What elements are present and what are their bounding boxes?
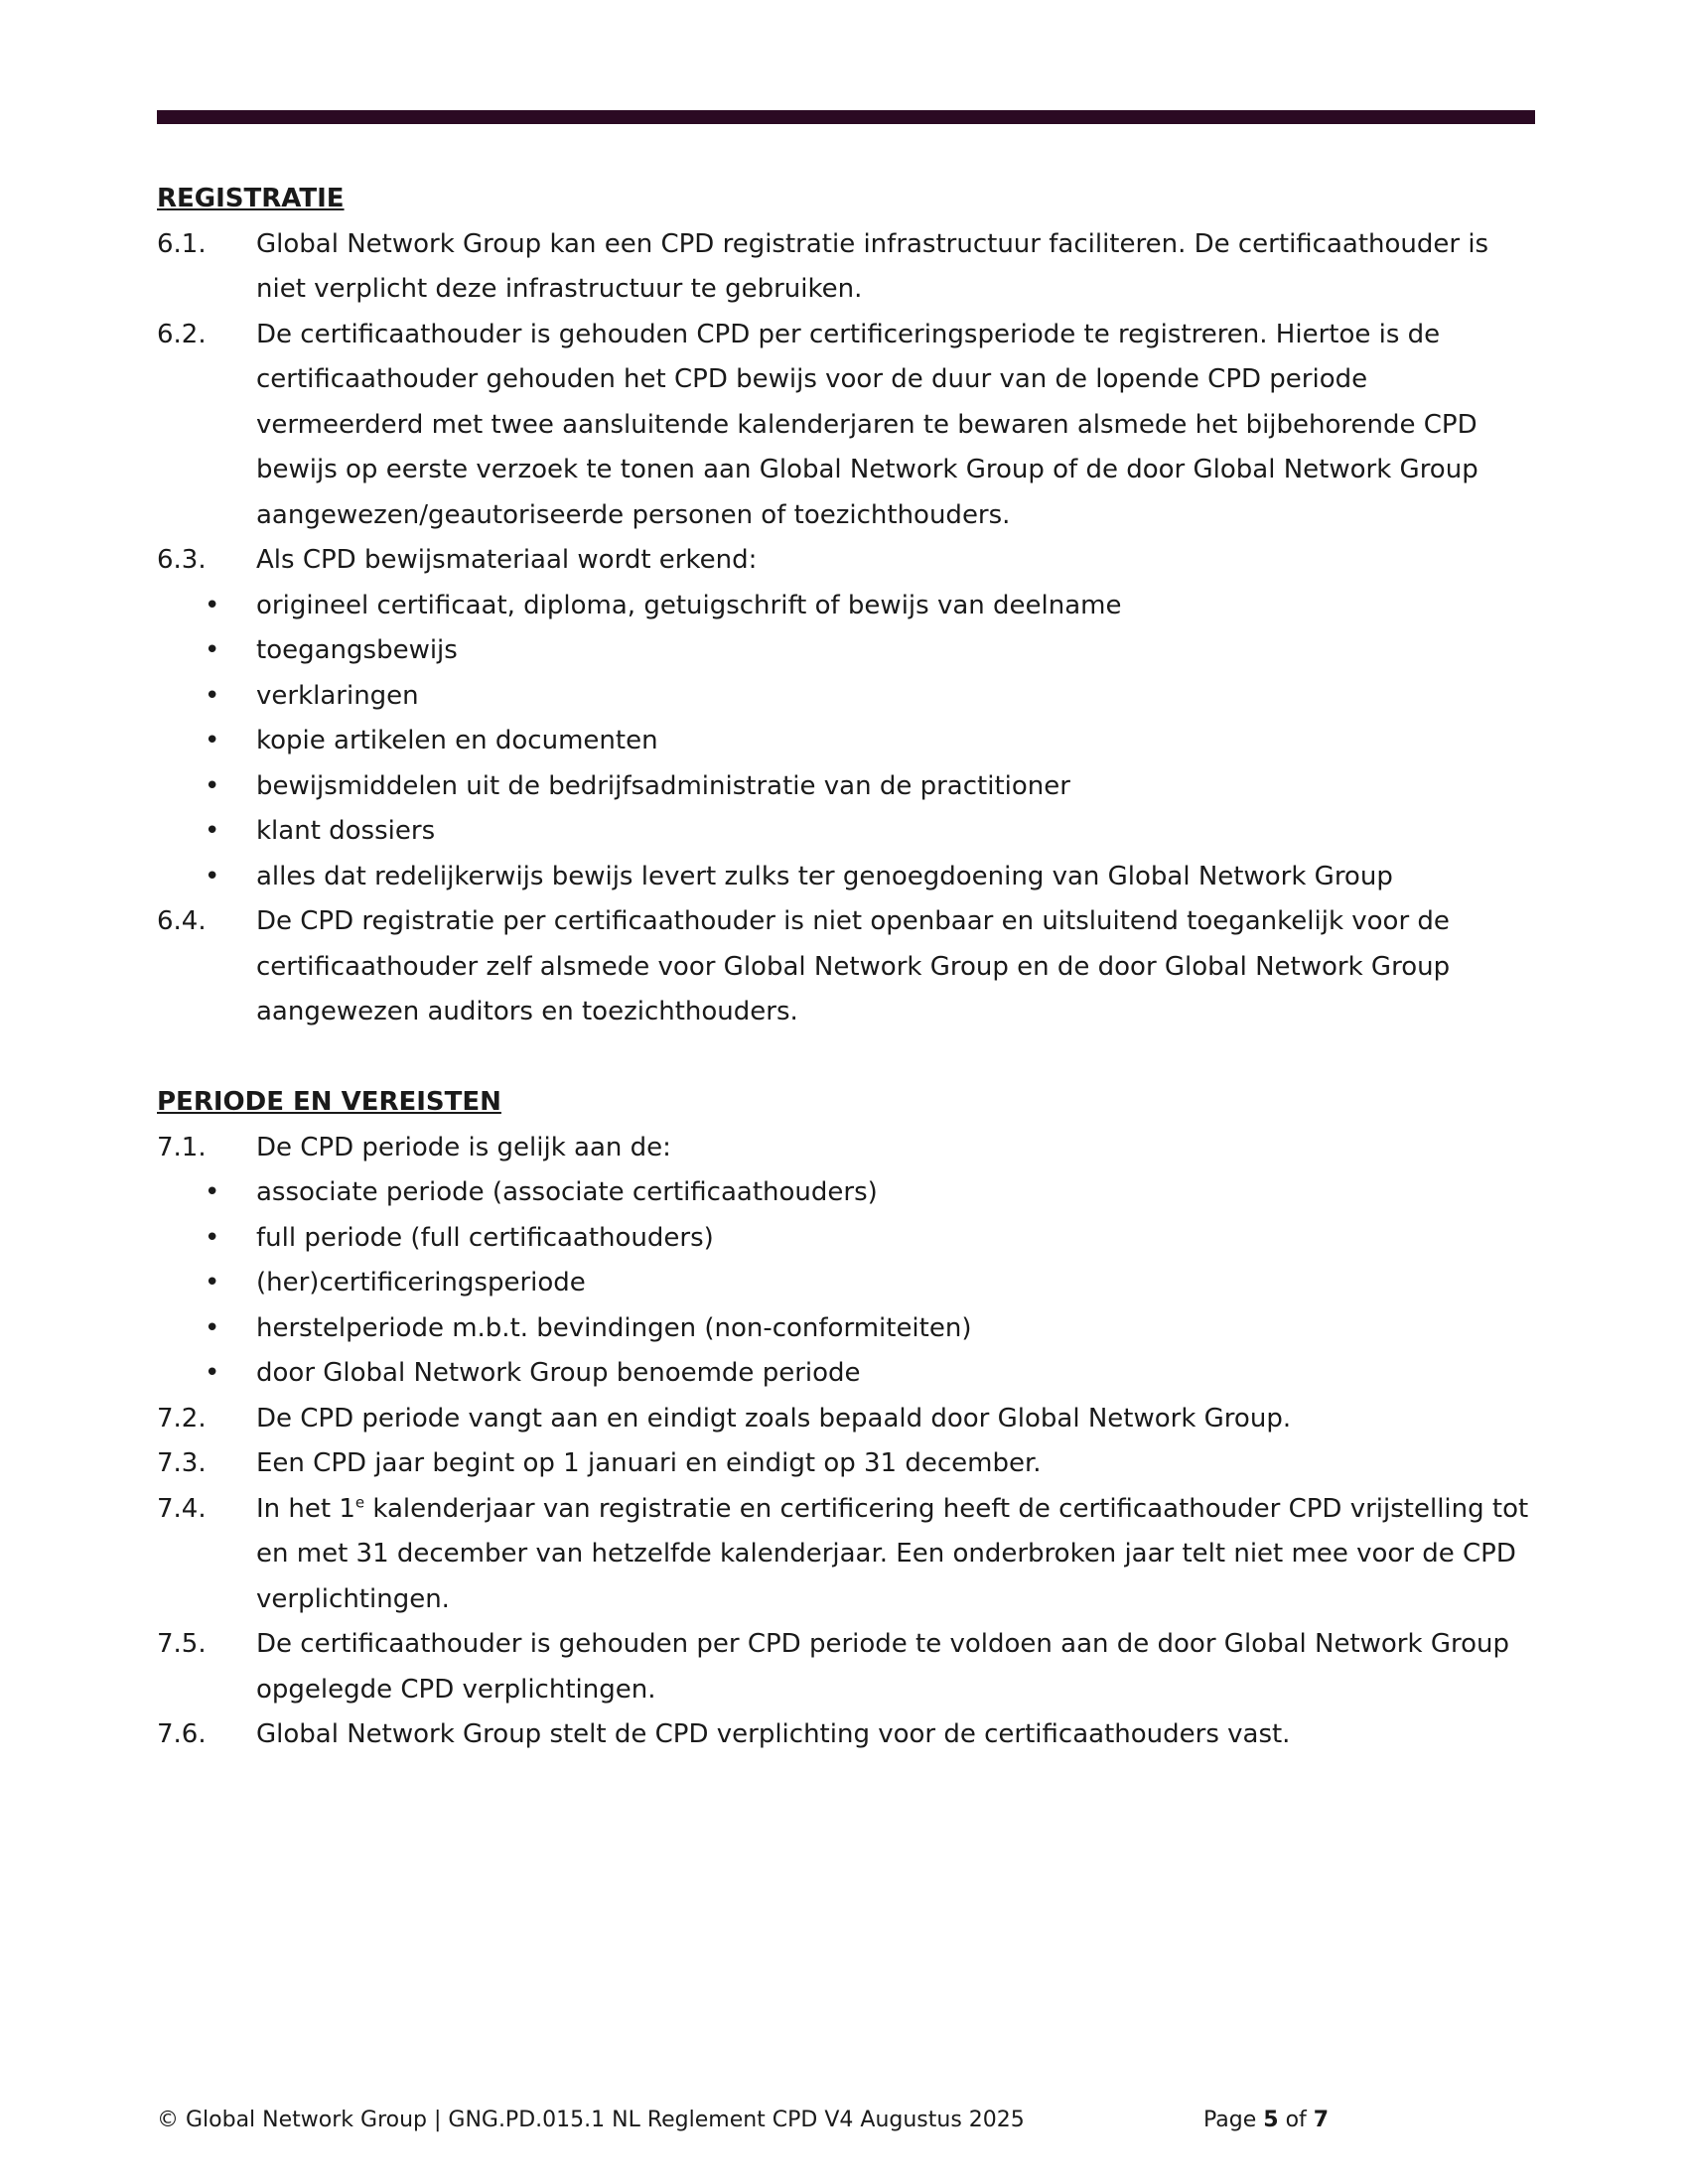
paragraph-number: 6.1. — [157, 228, 207, 259]
bullet-icon: • — [205, 861, 220, 891]
bullet-icon: • — [205, 1222, 220, 1253]
paragraph-7-4 — [157, 1487, 1537, 1623]
list-item-text: toegangsbewijs — [256, 635, 458, 665]
list-item — [157, 1261, 1537, 1306]
list-item-text: origineel certificaat, diploma, getuigschrift of bewijs van deelname — [256, 590, 1122, 620]
list-item — [157, 764, 1537, 810]
section-heading-periode-en-vereisten: PERIODE EN VEREISTEN — [157, 1087, 501, 1117]
paragraph-6-2 — [157, 313, 1537, 539]
list-item-text: (her)certificeringsperiode — [256, 1268, 586, 1297]
list-item-text: alles dat redelijkerwijs bewijs levert zulks ter genoegdoening van Global Network Group — [256, 861, 1393, 891]
paragraph-text: De certificaathouder is gehouden CPD per certificeringsperiode te registreren. Hiertoe is de certificaathouder gehouden het CPD bewijs voor de duur van de lopende CPD periode vermeerderd met twee aansluitende kalenderjaren te bewaren alsmede het bijbehorende CPD bewijs op eerste verzoek te tonen aan Global Network Group of de door Global Network Group aangewezen/geautoriseerde personen of toezichthouders. — [256, 319, 1478, 530]
paragraph-7-1 — [157, 1126, 1537, 1171]
paragraph-6-3 — [157, 538, 1537, 584]
paragraph-text: Global Network Group stelt de CPD verplichting voor de certificaathouders vast. — [256, 1719, 1291, 1749]
paragraph-6-4 — [157, 899, 1537, 1035]
paragraph-text: Global Network Group kan een CPD registratie infrastructuur faciliteren. De certificaathouder is niet verplicht deze infrastructuur te gebruiken. — [256, 228, 1489, 304]
paragraph-text: Een CPD jaar begint op 1 januari en eindigt op 31 december. — [256, 1448, 1042, 1478]
page-current: 5 — [1263, 2108, 1279, 2132]
list-item — [157, 719, 1537, 764]
bullet-icon: • — [205, 1312, 220, 1343]
paragraph-7-6 — [157, 1712, 1537, 1758]
paragraph-text-start: In het 1 — [256, 1493, 355, 1524]
paragraph-number: 6.2. — [157, 319, 207, 349]
paragraph-text: De CPD periode is gelijk aan de: — [256, 1132, 671, 1162]
paragraph-number: 6.4. — [157, 906, 207, 936]
header-rule — [157, 110, 1535, 124]
paragraph-number: 7.5. — [157, 1629, 207, 1659]
list-item-text: full periode (full certificaathouders) — [256, 1222, 714, 1253]
bullet-icon: • — [205, 680, 220, 711]
paragraph-6-1 — [157, 222, 1537, 313]
list-item — [157, 1351, 1537, 1397]
paragraph-text: De CPD registratie per certificaathouder is niet openbaar en uitsluitend toegankelijk voor de certificaathouder zelf alsmede voor Global Network Group en de door Global Network Group aangewezen auditors en toezichthouders. — [256, 906, 1451, 1026]
footer-copyright: © Global Network Group | GNG.PD.015.1 NL Reglement CPD V4 Augustus 2025 — [157, 2108, 1025, 2132]
paragraph-7-3 — [157, 1441, 1537, 1487]
paragraph-text: De CPD periode vangt aan en eindigt zoals bepaald door Global Network Group. — [256, 1403, 1292, 1433]
list-item-text: verklaringen — [256, 680, 419, 711]
list-item-text: bewijsmiddelen uit de bedrijfsadministratie van de practitioner — [256, 770, 1070, 801]
paragraph-number: 7.6. — [157, 1719, 207, 1749]
paragraph-text: De certificaathouder is gehouden per CPD periode te voldoen aan de door Global Network Group opgelegde CPD verplichtingen. — [256, 1629, 1509, 1705]
spacer — [157, 1035, 1537, 1081]
list-item — [157, 855, 1537, 900]
list-item — [157, 584, 1537, 629]
paragraph-7-2 — [157, 1397, 1537, 1442]
bullet-icon: • — [205, 1268, 220, 1297]
paragraph-text: Als CPD bewijsmateriaal wordt erkend: — [256, 545, 758, 575]
list-item — [157, 1306, 1537, 1352]
section-heading-registratie: REGISTRATIE — [157, 184, 345, 213]
list-item-text: klant dossiers — [256, 816, 436, 846]
list-item — [157, 1216, 1537, 1262]
page-total: 7 — [1313, 2108, 1330, 2132]
page-label: Page — [1203, 2108, 1257, 2132]
paragraph-number: 7.2. — [157, 1403, 207, 1433]
paragraph-number: 7.4. — [157, 1493, 207, 1524]
bullet-icon: • — [205, 590, 220, 620]
page-number-indicator — [1203, 2108, 1329, 2132]
bullet-icon: • — [205, 1358, 220, 1388]
bullet-icon: • — [205, 770, 220, 801]
ordinal-superscript: e — [354, 1492, 365, 1511]
bullet-icon: • — [205, 1177, 220, 1207]
bullet-icon: • — [205, 635, 220, 665]
page-of: of — [1285, 2108, 1307, 2132]
list-item-text: associate periode (associate certificaathouders) — [256, 1177, 878, 1207]
paragraph-number: 7.3. — [157, 1448, 207, 1478]
paragraph-number: 6.3. — [157, 545, 207, 575]
document-body — [157, 177, 1537, 1758]
list-item — [157, 809, 1537, 855]
list-item — [157, 1170, 1537, 1216]
bullet-icon: • — [205, 816, 220, 846]
list-item-text: herstelperiode m.b.t. bevindingen (non-conformiteiten) — [256, 1312, 972, 1343]
paragraph-number: 7.1. — [157, 1132, 207, 1162]
bullet-icon: • — [205, 726, 220, 755]
paragraph-text-end: kalenderjaar van registratie en certificering heeft de certificaathouder CPD vrijstelling tot en met 31 december van hetzelfde kalenderjaar. Een onderbroken jaar telt niet mee voor de CPD verplichtingen. — [256, 1493, 1529, 1614]
list-item — [157, 674, 1537, 720]
list-item — [157, 628, 1537, 674]
paragraph-7-5 — [157, 1622, 1537, 1712]
list-item-text: kopie artikelen en documenten — [256, 726, 658, 755]
list-item-text: door Global Network Group benoemde periode — [256, 1358, 861, 1388]
